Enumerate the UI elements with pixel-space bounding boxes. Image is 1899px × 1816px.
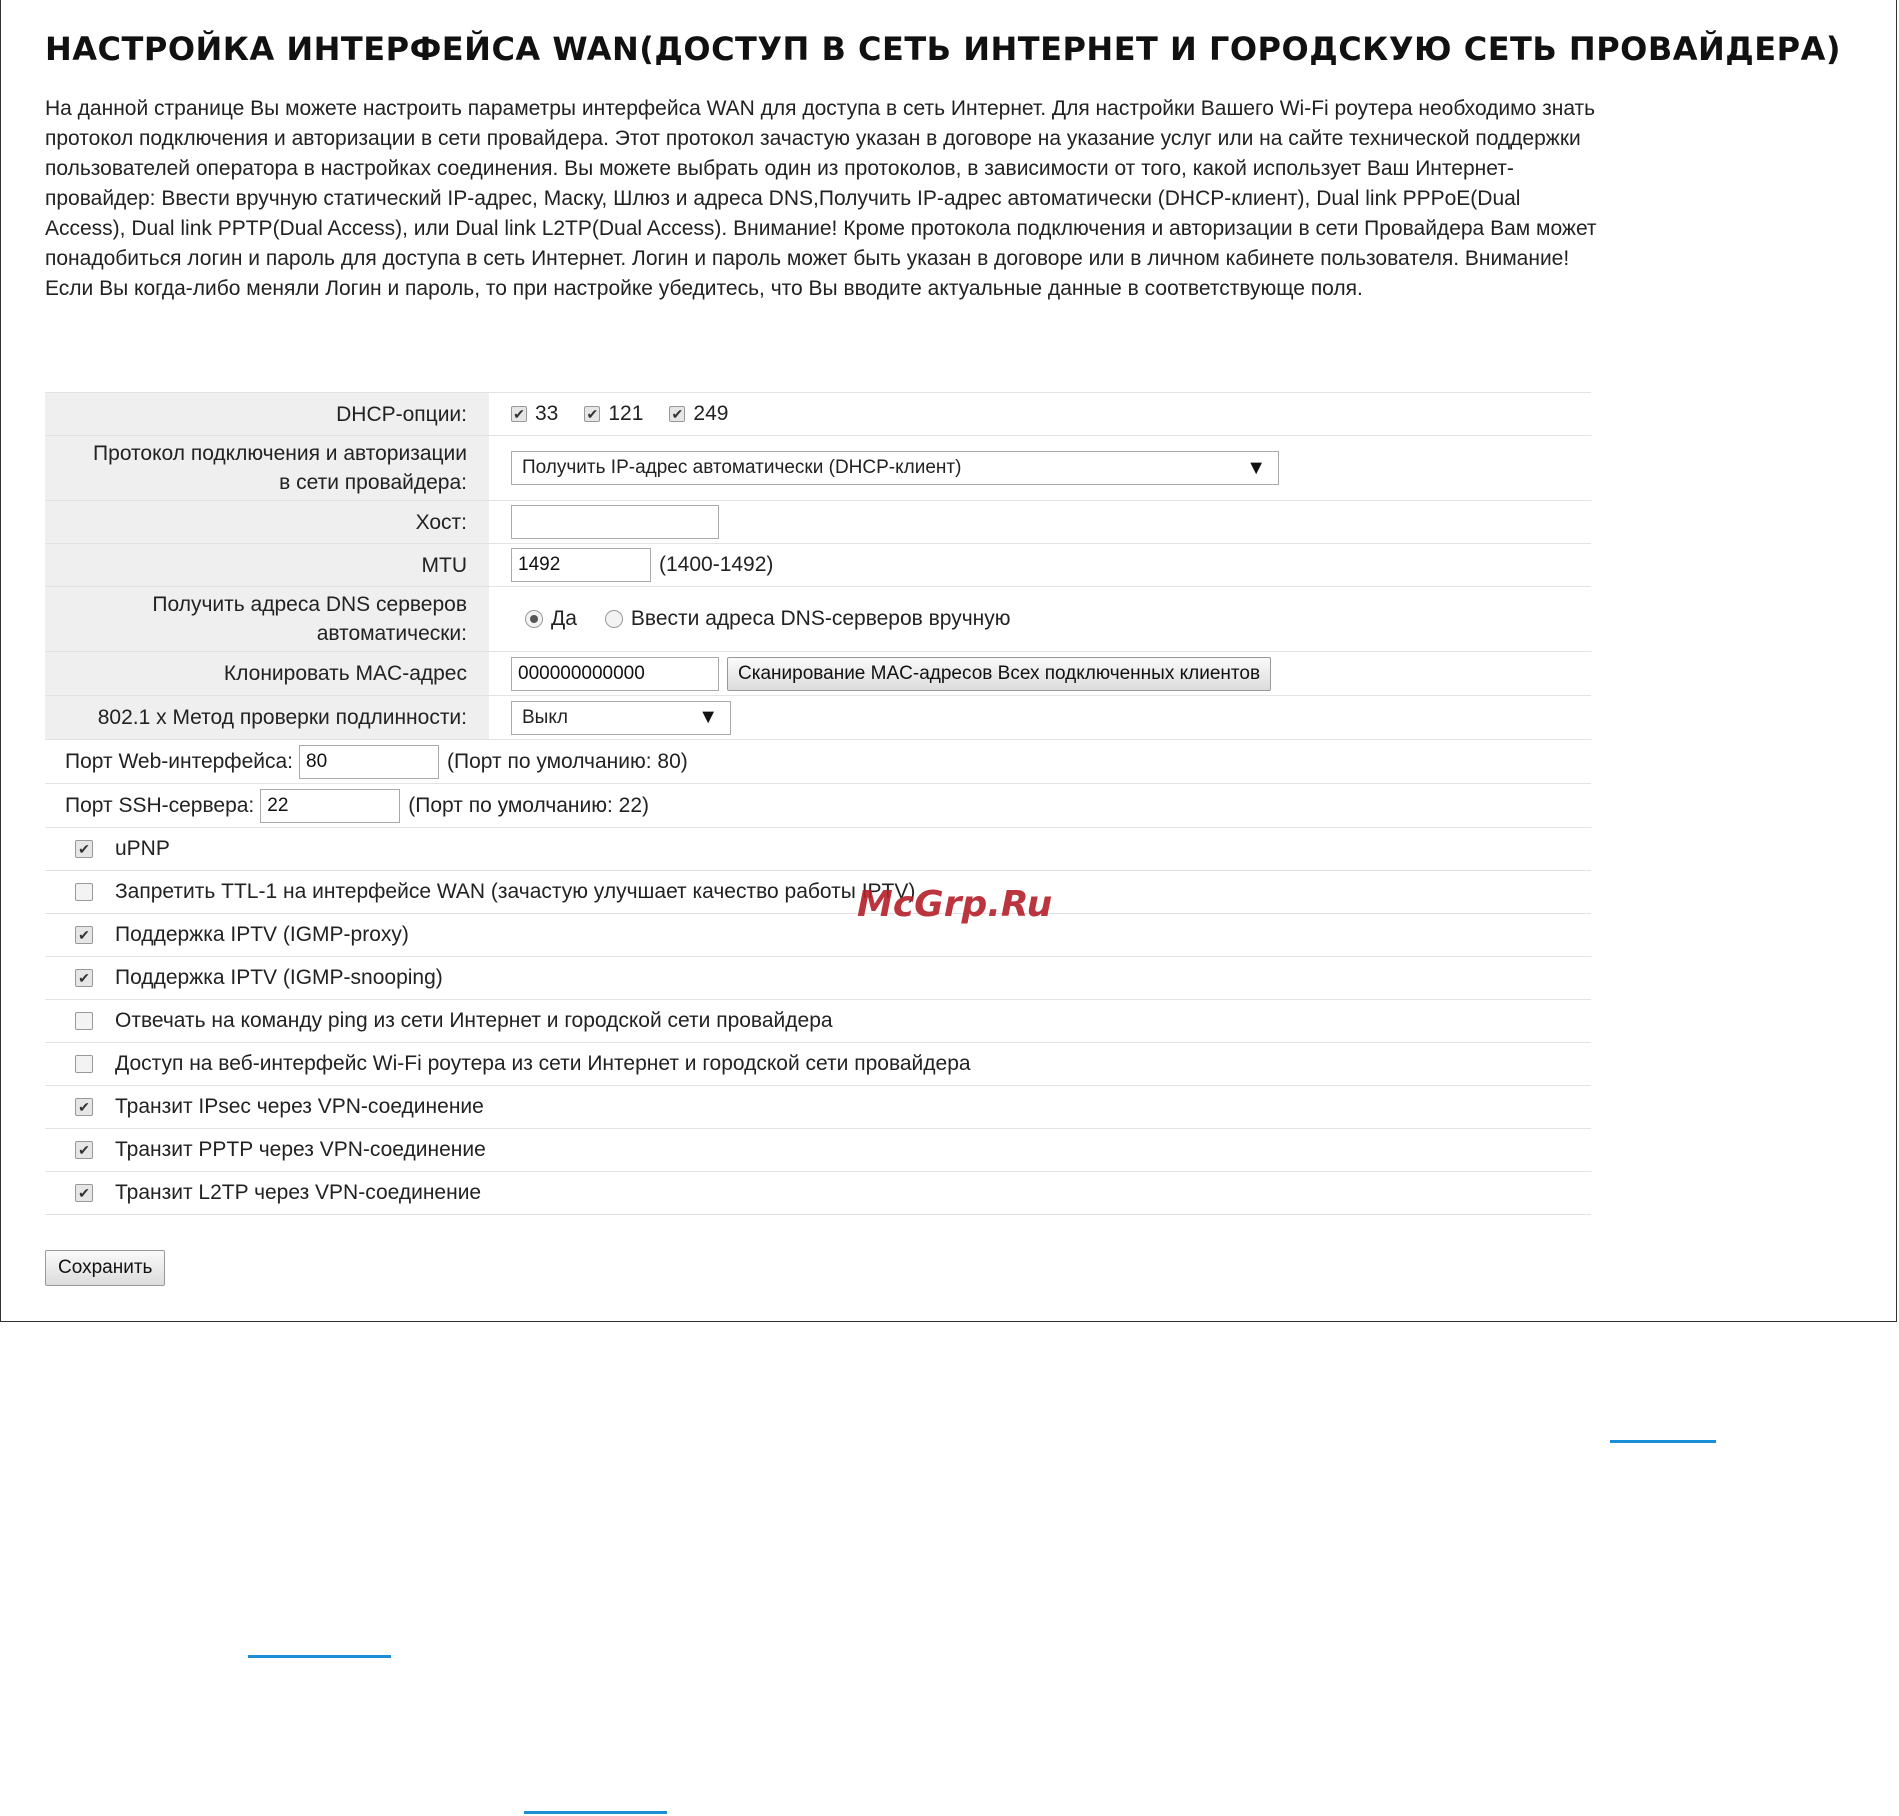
l2tp-label: Транзит L2TP через VPN-соединение <box>115 1181 482 1204</box>
wan-form <box>45 392 1591 1215</box>
igmp-snooping-label: Поддержка IPTV (IGMP-snooping) <box>115 966 443 989</box>
ttl-row <box>45 870 1591 913</box>
ssh-port-input[interactable] <box>260 789 400 823</box>
dhcp-options-row <box>45 392 1591 435</box>
upnp-label: uPNP <box>115 837 170 860</box>
web-port-row <box>45 739 1591 783</box>
checkbox-icon[interactable]: ✔ <box>669 406 685 422</box>
dropdown-arrow-icon: ▼ <box>698 706 718 728</box>
mac-label: Клонировать MAC-адрес <box>45 652 489 695</box>
pptp-row <box>45 1128 1591 1171</box>
ttl-checkbox[interactable] <box>75 883 93 901</box>
upnp-row <box>45 827 1591 870</box>
auth-label: 802.1 x Метод проверки подлинности: <box>45 696 489 739</box>
ssh-port-row <box>45 783 1591 827</box>
igmp-proxy-checkbox[interactable]: ✔ <box>75 926 93 944</box>
auth-row <box>45 695 1591 739</box>
ping-label: Отвечать на команду ping из сети Интернет и городской сети провайдера <box>115 1009 833 1032</box>
page-description: На данной странице Вы можете настроить параметры интерфейса WAN для доступа в сеть Интернет. Для настройки Вашего Wi-Fi роутера необходимо знать протокол подключения и авторизации в сети провайдера. Этот протокол зачастую указан в договоре на указание услуг или на сайте технической поддержки пользователей оператора в настройках соединения. Вы можете выбрать один из протоколов, в зависимости от того, какой использует Ваш Интернет-провайдер: Ввести вручную статический IP-адрес, Маску, Шлюз и адреса DNS,Получить IP-адрес автоматически (DHCP-клиент), Dual link PPPoE(Dual Access), Dual link PPTP(Dual Access), или Dual link L2TP(Dual Access). Внимание! Кроме протокола подключения и авторизации в сети Провайдера Вам может понадобиться логин и пароль для доступа в сеть Интернет. Логин и пароль может быть указан в договоре или в личном кабинете пользователя. Внимание! Если Вы когда-либо меняли Логин и пароль, то при настройке убедитесь, что Вы вводите актуальные данные в соответствующе поля. <box>45 97 1597 300</box>
l2tp-row <box>45 1171 1591 1215</box>
web-access-row <box>45 1042 1591 1085</box>
dns-manual-radio[interactable] <box>605 610 623 628</box>
web-port-hint: (Порт по умолчанию: 80) <box>447 749 688 773</box>
checkbox-icon[interactable]: ✔ <box>511 406 527 422</box>
web-port-input[interactable] <box>299 745 439 779</box>
dhcp-option-121[interactable] <box>584 402 643 426</box>
ping-row <box>45 999 1591 1042</box>
dns-auto-label: Да <box>551 607 577 630</box>
decorative-line <box>1610 1440 1716 1443</box>
mac-input[interactable] <box>511 657 719 691</box>
dns-manual-label: Ввести адреса DNS-серверов вручную <box>630 607 1011 630</box>
igmp-proxy-label: Поддержка IPTV (IGMP-proxy) <box>115 923 409 946</box>
mtu-label: MTU <box>45 544 489 586</box>
protocol-select-value: Получить IP-адрес автоматически (DHCP-клиент) <box>522 457 962 478</box>
host-label: Хост: <box>45 501 489 543</box>
dns-label <box>45 587 489 651</box>
protocol-label <box>45 436 489 500</box>
pptp-checkbox[interactable]: ✔ <box>75 1141 93 1159</box>
web-port-label: Порт Web-интерфейса: <box>65 749 294 773</box>
host-input[interactable] <box>511 505 719 539</box>
auth-select[interactable] <box>511 701 731 735</box>
ipsec-checkbox[interactable]: ✔ <box>75 1098 93 1116</box>
protocol-select[interactable] <box>511 451 1279 485</box>
scan-mac-button[interactable]: Сканирование MAC-адресов Всех подключенных клиентов <box>727 657 1271 691</box>
dhcp-option-label: 33 <box>535 402 559 425</box>
mac-row <box>45 651 1591 695</box>
pptp-label: Транзит PPTP через VPN-соединение <box>115 1138 486 1161</box>
dhcp-option-249[interactable] <box>669 402 728 426</box>
l2tp-checkbox[interactable]: ✔ <box>75 1184 93 1202</box>
protocol-label-line2: в сети провайдера: <box>279 471 467 494</box>
dhcp-option-label: 249 <box>693 402 729 425</box>
upnp-checkbox[interactable]: ✔ <box>75 840 93 858</box>
web-access-checkbox[interactable] <box>75 1055 93 1073</box>
igmp-snooping-row <box>45 956 1591 999</box>
dhcp-option-33[interactable] <box>511 402 558 426</box>
checkbox-icon[interactable]: ✔ <box>584 406 600 422</box>
ssh-port-hint: (Порт по умолчанию: 22) <box>408 793 650 817</box>
dhcp-options-label: DHCP-опции: <box>45 393 489 435</box>
mtu-input[interactable] <box>511 548 651 582</box>
ttl-label: Запретить TTL-1 на интерфейсе WAN (зачастую улучшает качество работы IPTV) <box>115 880 916 903</box>
decorative-line <box>524 1811 667 1814</box>
dns-label-line2: автоматически: <box>316 622 467 645</box>
igmp-proxy-row <box>45 913 1591 956</box>
dns-auto-radio[interactable] <box>525 610 543 628</box>
ssh-port-label: Порт SSH-сервера: <box>65 793 255 817</box>
page-title: НАСТРОЙКА ИНТЕРФЕЙСА WAN(ДОСТУП В СЕТЬ ИНТЕРНЕТ И ГОРОДСКУЮ СЕТЬ ПРОВАЙДЕРА) <box>45 30 1841 68</box>
mtu-hint: (1400-1492) <box>659 553 774 576</box>
dhcp-option-label: 121 <box>608 402 644 425</box>
ipsec-label: Транзит IPsec через VPN-соединение <box>115 1095 484 1118</box>
dns-row <box>45 586 1591 651</box>
ping-checkbox[interactable] <box>75 1012 93 1030</box>
igmp-snooping-checkbox[interactable]: ✔ <box>75 969 93 987</box>
host-row <box>45 500 1591 543</box>
dns-label-line1: Получить адреса DNS серверов <box>152 593 467 616</box>
mtu-row <box>45 543 1591 586</box>
auth-select-value: Выкл <box>522 706 568 728</box>
save-button[interactable]: Сохранить <box>45 1250 165 1286</box>
dropdown-arrow-icon: ▼ <box>1246 456 1266 479</box>
ipsec-row <box>45 1085 1591 1128</box>
watermark-logo: McGrp.Ru <box>857 884 1053 925</box>
web-access-label: Доступ на веб-интерфейс Wi-Fi роутера из сети Интернет и городской сети провайдера <box>115 1052 971 1075</box>
decorative-line <box>248 1655 391 1658</box>
protocol-label-line1: Протокол подключения и авторизации <box>93 442 467 465</box>
protocol-row <box>45 435 1591 500</box>
